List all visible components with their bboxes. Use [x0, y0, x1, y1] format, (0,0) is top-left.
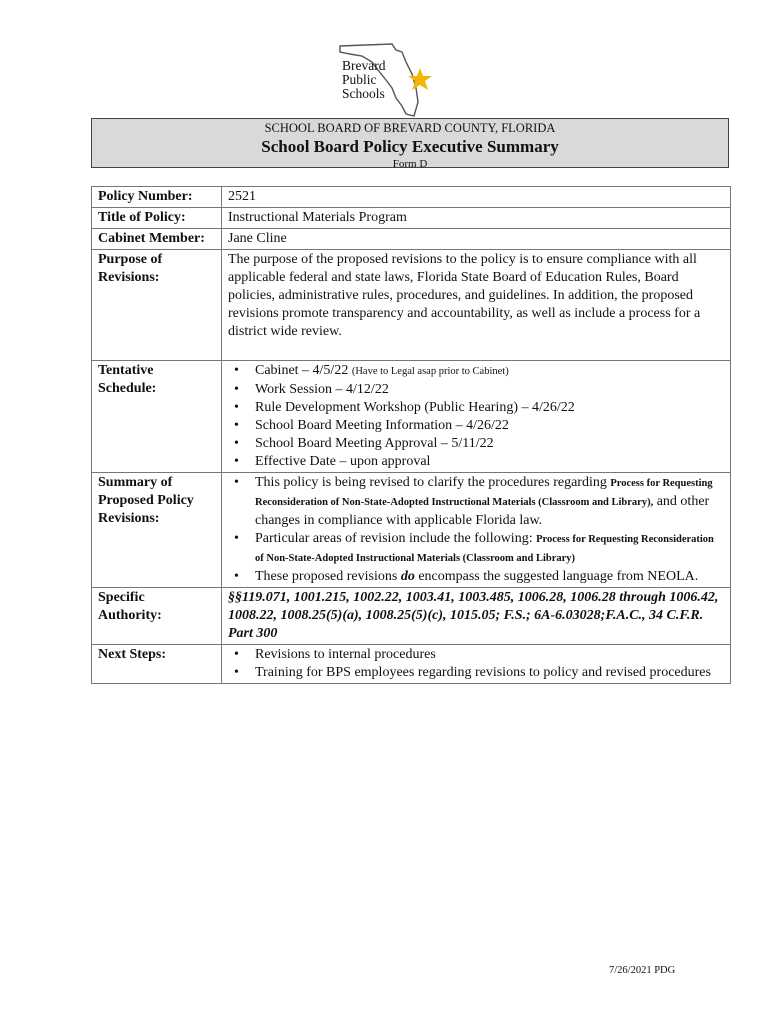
policy-summary-table [91, 186, 731, 684]
schedule-cabinet: Cabinet – 4/5/22 [255, 363, 349, 378]
row-summary [92, 473, 731, 588]
summary-b1-bold: Process for Requesting Reconsideration of Non-State-Adopted Instructional Materials (Classroom and Library), [255, 478, 713, 508]
purpose-label [92, 250, 222, 361]
list-item [255, 530, 724, 568]
next-steps-list [228, 646, 724, 682]
document-title: School Board Policy Executive Summary [261, 137, 559, 156]
purpose-label-line-2: Revisions: [98, 270, 160, 285]
footer-date: 7/26/2021 PDG [609, 965, 676, 976]
authority-label-line-1: Specific [98, 590, 145, 605]
title-of-policy-label: Title of Policy: [92, 208, 222, 229]
form-label: Form D [392, 158, 428, 170]
policy-number-value: 2521 [222, 187, 731, 208]
row-title-of-policy [92, 208, 731, 229]
org-name: SCHOOL BOARD OF BREVARD COUNTY, FLORIDA [264, 121, 556, 135]
cabinet-member-value: Jane Cline [222, 229, 731, 250]
schedule-list [228, 362, 724, 471]
summary-b2-text: Particular areas of revision include the following: [255, 531, 533, 546]
authority-label-line-2: Authority: [98, 608, 162, 623]
list-item [255, 568, 724, 586]
brevard-public-schools-logo [332, 40, 442, 124]
list-item: • Rule Development Workshop (Public Hearing) – 4/26/22 [255, 399, 724, 417]
logo-line-1: Brevard [342, 58, 386, 73]
summary-label-line-3: Revisions: [98, 511, 160, 526]
title-of-policy-value: Instructional Materials Program [222, 208, 731, 229]
logo-line-3: Schools [342, 86, 385, 101]
summary-b1-text: This policy is being revised to clarify the procedures regarding [255, 475, 607, 490]
row-cabinet-member [92, 229, 731, 250]
row-purpose [92, 250, 731, 361]
list-item: • Training for BPS employees regarding revisions to policy and revised procedures [255, 664, 724, 682]
summary-b1-tail: and other changes in compliance with applicable Florida law. [255, 494, 710, 528]
list-item: • Effective Date – upon approval [255, 453, 724, 471]
summary-b3-text: These proposed revisions [255, 569, 398, 584]
cabinet-member-label: Cabinet Member: [92, 229, 222, 250]
schedule-label-line-2: Schedule: [98, 381, 157, 396]
summary-label-line-2: Proposed Policy [98, 493, 194, 508]
next-steps-label: Next Steps: [92, 645, 222, 684]
authority-label [92, 588, 222, 645]
summary-b3-tail: encompass the suggested language from NEOLA. [418, 569, 699, 584]
row-schedule [92, 361, 731, 473]
policy-number-label: Policy Number: [92, 187, 222, 208]
schedule-label-line-1: Tentative [98, 363, 154, 378]
summary-list [228, 474, 724, 586]
schedule-label [92, 361, 222, 473]
row-next-steps [92, 645, 731, 684]
summary-value [222, 473, 731, 588]
list-item: • School Board Meeting Approval – 5/11/22 [255, 435, 724, 453]
header-box [91, 118, 729, 168]
schedule-value [222, 361, 731, 473]
list-item [255, 474, 724, 530]
row-policy-number [92, 187, 731, 208]
purpose-label-line-1: Purpose of [98, 252, 163, 267]
next-steps-value [222, 645, 731, 684]
summary-b3-emphasis: do [400, 569, 415, 584]
list-item [255, 362, 724, 381]
row-authority [92, 588, 731, 645]
list-item: • Work Session – 4/12/22 [255, 381, 724, 399]
summary-b2-bold: Process for Requesting Reconsideration of Non-State-Adopted Instructional Materials (Classroom and Library) [255, 534, 714, 564]
star-icon [408, 68, 432, 90]
summary-label [92, 473, 222, 588]
list-item: • Revisions to internal procedures [255, 646, 724, 664]
summary-label-line-1: Summary of [98, 475, 173, 490]
logo-line-2: Public [342, 72, 377, 87]
list-item: • School Board Meeting Information – 4/26/22 [255, 417, 724, 435]
schedule-cabinet-note: (Have to Legal asap prior to Cabinet) [351, 366, 509, 377]
purpose-text: The purpose of the proposed revisions to the policy is to ensure compliance with all applicable federal and state laws, Florida State Board of Education Rules, Board policies, administrative rules, procedures, and guidelines. In addition, the proposed revisions promote transparency and accountability, as well as include a process for a district wide review. [228, 252, 701, 339]
purpose-value [222, 250, 731, 361]
authority-value: §§119.071, 1001.215, 1002.22, 1003.41, 1003.485, 1006.28, 1006.28 through 1006.42, 1008.22, 1008.25(5)(a), 1008.25(5)(c), 1015.05; F.S.; 6A-6.03028;F.A.C., 34 C.F.R. Part 300 [222, 588, 731, 645]
